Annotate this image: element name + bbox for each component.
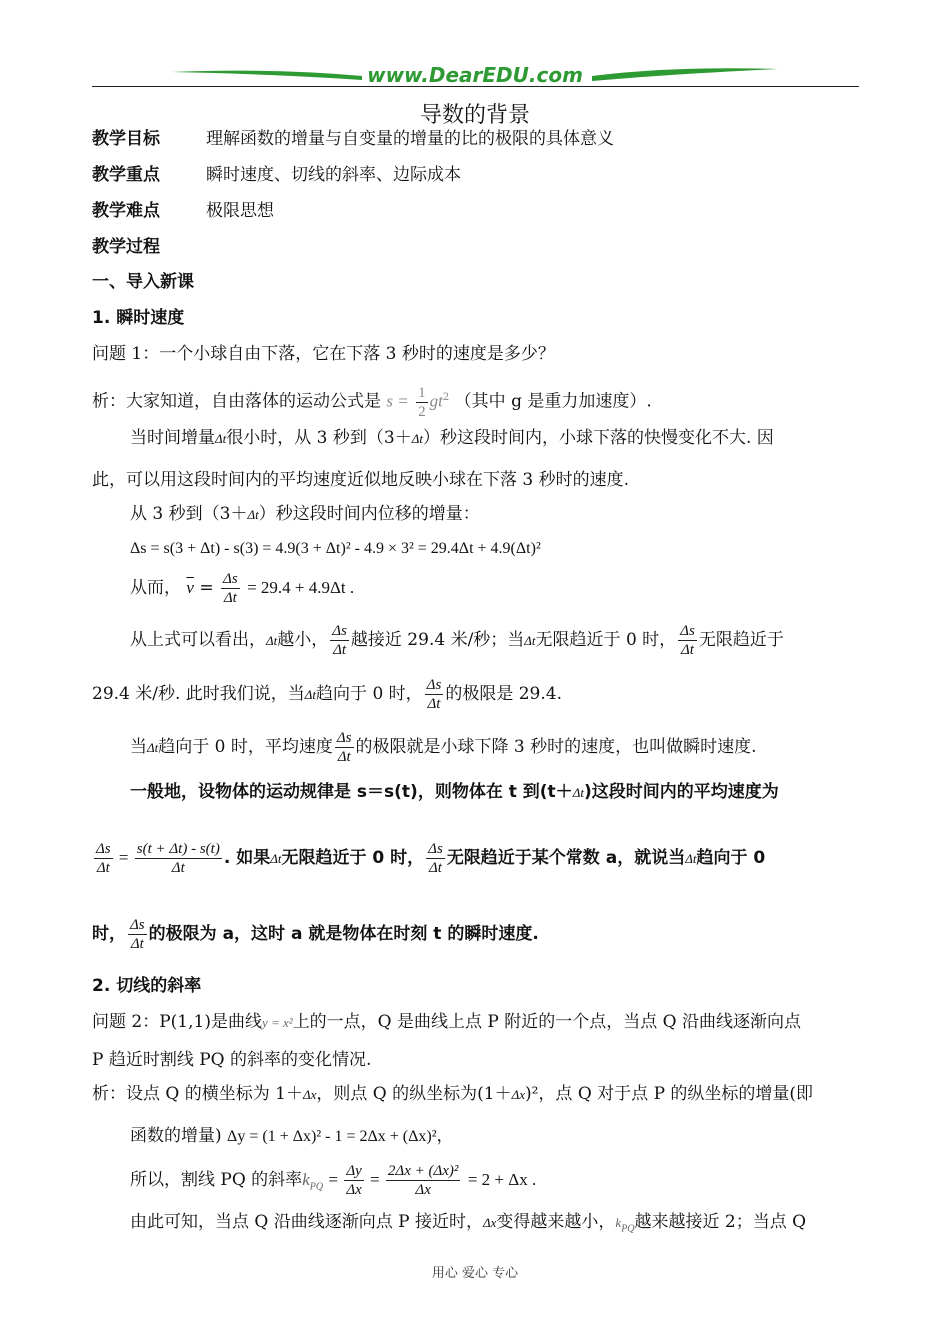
- numerator: Δs: [130, 916, 145, 933]
- difficulty-text: 极限思想: [206, 201, 274, 221]
- definition-2: $\frac{\Delta s}{\Delta t}$ = $\frac{s(t + \Delta t) - s(t)}{\Delta t}$ . 如果Δt无限趋近于 0 时， $\frac{\Delta s}{\Delta t}$ 无限趋近于某个常数 a，就说当Δt趋向于 0: [96, 840, 766, 876]
- delta-t: Δt: [304, 687, 317, 702]
- slope-subscript: PQ: [621, 1223, 635, 1235]
- numerator: Δs: [332, 623, 347, 639]
- fraction-ds-dt: [678, 622, 697, 659]
- key-label: 教学重点: [92, 165, 160, 185]
- text-run: ）秒这段时间内，小球下落的快慢变化不大. 因: [422, 428, 774, 448]
- text-run: 时，: [92, 924, 126, 944]
- average-velocity-symbol: $\overline{v}$: [186, 578, 194, 597]
- denominator: Δx: [346, 1182, 362, 1198]
- text-run: 函数的增量): [130, 1126, 222, 1146]
- delta-x: Δx: [511, 1087, 525, 1102]
- definition-3: [92, 914, 539, 954]
- text-run: 的极限是 29.4.: [445, 684, 562, 704]
- analysis-1: 析：大家知道，自由落体的运动公式是 s = $\frac{1}{2}$ $gt^2$ （其中 g 是重力加速度）.: [92, 384, 652, 420]
- text-run: )这段时间内的平均速度为: [583, 782, 779, 802]
- goal-text: 理解函数的增量与自变量的增量的比的极限的具体意义: [206, 129, 614, 149]
- goal-label: 教学目标: [92, 129, 160, 149]
- numerator: s(t + Δt) - s(t): [136, 840, 220, 857]
- analysis-1-text: 析：大家知道，自由落体的运动公式是: [92, 391, 381, 412]
- text-run: 当时间增量: [130, 428, 215, 448]
- numerator: Δs: [223, 571, 238, 587]
- numerator: Δs: [428, 840, 443, 857]
- delta-t: Δt: [411, 431, 423, 446]
- denominator: Δt: [223, 590, 237, 606]
- curve-equation: y = x²: [261, 1015, 293, 1030]
- numerator: Δs: [96, 840, 111, 857]
- subsection-heading-2: 2. 切线的斜率: [92, 976, 202, 996]
- paragraph-5: 从而， $\overline{v}$ = $\frac{\Delta s}{\Delta t}$ = 29.4 + 4.9Δt .: [130, 571, 355, 606]
- question-1: 问题 1：一个小球自由下落，它在下落 3 秒时的速度是多少？: [92, 344, 555, 364]
- header-divider: [92, 86, 859, 87]
- analysis-2-line-2: [130, 1126, 454, 1147]
- text-run: 一般地，设物体的运动规律是 s＝s(t)，则物体在 t 到(t＋: [130, 782, 573, 802]
- delta-t: Δt: [215, 431, 227, 446]
- text-run: 越小，: [277, 630, 329, 650]
- numerator: Δy: [346, 1163, 362, 1179]
- text-run: . 如果: [223, 848, 271, 868]
- subsection-heading: 1. 瞬时速度: [92, 308, 185, 328]
- text-run: 越来越接近 2；当点 Q: [634, 1212, 807, 1232]
- key-text: 瞬时速度、切线的斜率、边际成本: [206, 165, 461, 185]
- increment-equation: Δy = (1 + Δx)² - 1 = 2Δx + (Δx)²: [227, 1128, 437, 1145]
- formula-denominator: 2: [418, 403, 426, 420]
- analysis-1-post: （其中 g 是重力加速度）.: [454, 391, 652, 412]
- delta-t: Δt: [685, 851, 697, 866]
- text-run: 问题 2：P(1,1)是曲线: [92, 1012, 262, 1032]
- text-run: 无限趋近于 0 时，: [535, 630, 677, 650]
- formula-numerator: 1: [418, 384, 426, 401]
- paragraph-13: [130, 1212, 806, 1239]
- paragraph-2: [130, 428, 774, 449]
- paragraph-6: [130, 620, 784, 661]
- equation-1: Δs = s(3 + Δt) - s(3) = 4.9(3 + Δt)² - 4.9 × 3² = 29.4Δt + 4.9(Δt)²: [130, 540, 541, 557]
- text-run: = 29.4 + 4.9Δt .: [247, 578, 355, 597]
- slope-subscript: PQ: [309, 1181, 324, 1193]
- text-run: 由此可知，当点 Q 沿曲线逐渐向点 P 接近时，: [130, 1212, 483, 1232]
- text-run: 上的一点，Q 是曲线上点 P 附近的一个点，当点 Q 沿曲线逐渐向点: [292, 1012, 802, 1032]
- delta-t: Δt: [270, 851, 282, 866]
- fraction-average-velocity: [135, 840, 222, 877]
- text-run: = 2 + Δx .: [467, 1170, 537, 1189]
- analysis-2: [92, 1084, 813, 1105]
- paragraph-7: [92, 674, 562, 715]
- text-run: 从而，: [130, 578, 181, 598]
- fraction-ds-dt: [425, 676, 444, 713]
- paragraph-8: [130, 727, 757, 768]
- text-run: 变得越来越小，: [496, 1212, 616, 1232]
- section-heading: 一、导入新课: [92, 272, 194, 292]
- numerator: Δs: [680, 623, 695, 639]
- text-run: )²，点 Q 对于点 P 的纵坐标的增量(即: [524, 1084, 814, 1104]
- text-run: 无限趋近于某个常数 a，就说当: [446, 848, 686, 868]
- page-footer: 用心 爱心 专心: [431, 1266, 519, 1281]
- paragraph-12: 所以，割线 PQ 的斜率$k_{PQ}$ = $\frac{\Delta y}{\Delta x}$ = $\frac{\text{2Δx + (Δx)²}}{\Delta x}$ = 2 + Δx .: [130, 1163, 537, 1198]
- delta-t: Δt: [524, 633, 536, 648]
- page-title: 导数的背景: [419, 103, 530, 128]
- text-run: 趋向于 0 时，平均速度: [158, 737, 333, 757]
- fraction-ds-dt: [335, 729, 354, 766]
- text-run: 析：设点 Q 的横坐标为 1＋: [92, 1084, 303, 1104]
- slope-symbol: k: [302, 1170, 310, 1189]
- text-run: 越接近 29.4 米/秒；当: [350, 630, 525, 650]
- numerator: 2Δx + (Δx)²: [387, 1163, 459, 1179]
- formula-rhs: gt: [429, 391, 443, 411]
- fraction-ds-dt: [330, 622, 349, 659]
- paragraph-3: 此，可以用这段时间内的平均速度近似地反映小球在下落 3 秒时的速度.: [92, 470, 630, 490]
- denominator: Δt: [333, 642, 347, 658]
- text-run: 从上式可以看出，: [130, 630, 266, 650]
- fraction-slope: [386, 1162, 461, 1199]
- slope-symbol: k: [615, 1215, 622, 1230]
- delta-t: Δt: [147, 740, 159, 755]
- question-2: [92, 1012, 801, 1033]
- denominator: Δt: [96, 859, 110, 876]
- text-run: 趋向于 0 时，: [316, 684, 423, 704]
- text-run: 的极限就是小球下降 3 秒时的速度，也叫做瞬时速度.: [355, 737, 757, 757]
- denominator: Δx: [415, 1182, 431, 1198]
- numerator: Δs: [336, 730, 352, 746]
- text-run: ）秒这段时间内位移的增量：: [258, 504, 480, 524]
- text-run: 很小时，从 3 秒到（3＋: [226, 428, 412, 448]
- fraction-ds-dt: [94, 840, 113, 877]
- fraction-ds-dt: [128, 916, 147, 953]
- text-run: 当: [130, 737, 147, 757]
- text-run: 无限趋近于 0 时，: [281, 848, 425, 868]
- text-run: 无限趋近于: [698, 630, 784, 650]
- logo-text: www.DearEDU.com: [367, 64, 583, 86]
- delta-t: Δt: [572, 785, 584, 800]
- fraction-dy-dx: [344, 1162, 363, 1199]
- text-run: 所以，割线 PQ 的斜率: [130, 1170, 303, 1190]
- text-run: 29.4 米/秒. 此时我们说，当: [92, 684, 305, 704]
- denominator: Δt: [337, 749, 351, 765]
- site-logo: [172, 64, 778, 86]
- denominator: Δt: [130, 935, 144, 952]
- formula-lhs: s =: [386, 391, 409, 411]
- delta-x: Δx: [483, 1215, 497, 1230]
- numerator: Δs: [426, 677, 442, 693]
- paragraph-4: [130, 504, 480, 525]
- difficulty-label: 教学难点: [92, 201, 160, 221]
- delta-t: Δt: [266, 633, 278, 648]
- text-run: 趋向于 0: [696, 848, 766, 868]
- definition-1: [130, 782, 779, 803]
- denominator: Δt: [171, 859, 185, 876]
- delta-x: Δx: [302, 1087, 317, 1102]
- text-run: 从 3 秒到（3＋: [130, 504, 248, 524]
- delta-t: Δt: [247, 507, 259, 522]
- question-2-line-2: P 趋近时割线 PQ 的斜率的变化情况.: [92, 1050, 372, 1070]
- text-run: ，则点 Q 的纵坐标为(1＋: [316, 1084, 512, 1104]
- denominator: Δt: [428, 859, 442, 876]
- fraction-ds-dt: [426, 840, 445, 877]
- text-run: ，: [436, 1126, 454, 1146]
- denominator: Δt: [681, 642, 694, 658]
- formula-fraction: [416, 384, 428, 421]
- denominator: Δt: [427, 696, 441, 712]
- text-run: 的极限为 a，这时 a 就是物体在时刻 t 的瞬时速度.: [148, 924, 539, 944]
- fraction-ds-dt: [221, 570, 240, 607]
- process-label: 教学过程: [92, 237, 160, 257]
